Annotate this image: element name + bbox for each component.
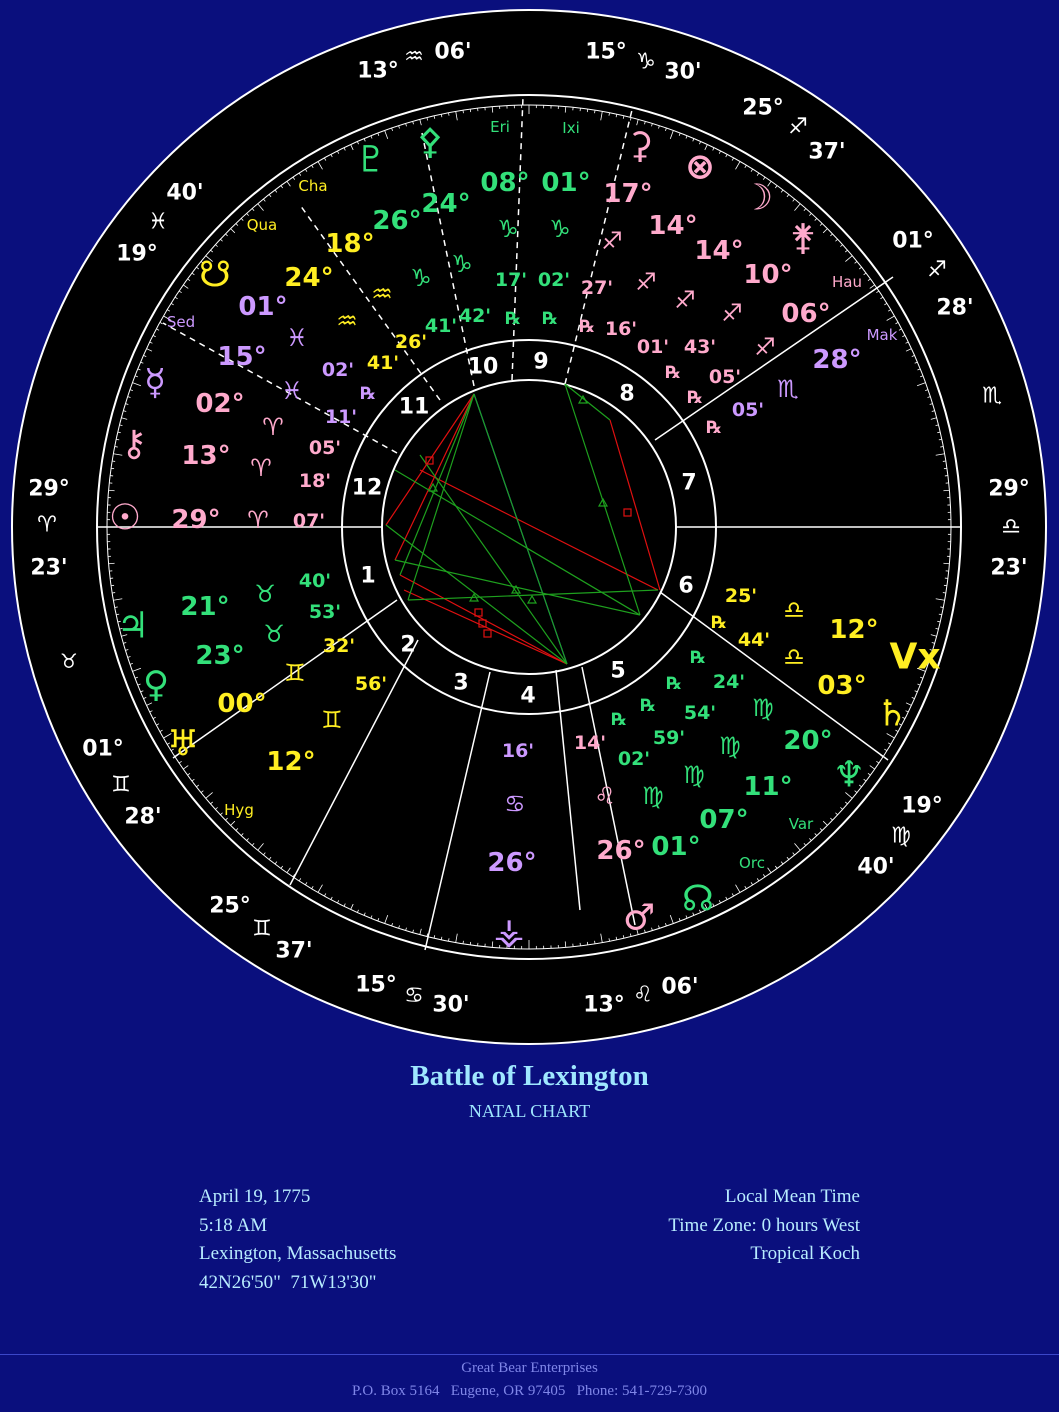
planet-sign-glyph: ♍ bbox=[752, 694, 774, 722]
planet-glyph-icon: ☿ bbox=[143, 362, 167, 404]
birth-details bbox=[199, 1183, 396, 1298]
cusp-sign-glyph: ♋ bbox=[404, 983, 424, 1009]
house-number: 10 bbox=[467, 354, 499, 380]
cusp-minute: 40' bbox=[166, 180, 204, 206]
cusp-minute: 37' bbox=[275, 938, 313, 964]
planet-sign-glyph: ♉ bbox=[254, 580, 276, 608]
cusp-sign-glyph: ♊ bbox=[111, 772, 131, 798]
planet-minute: 01' bbox=[636, 336, 670, 358]
planet-degree: 03° bbox=[817, 671, 867, 701]
planet-sign-glyph: ♌ bbox=[594, 782, 616, 810]
planet-degree: 24° bbox=[284, 263, 334, 293]
cusp-degree: 13° bbox=[583, 992, 625, 1018]
planet-sign-glyph: ♓ bbox=[286, 324, 308, 352]
degree-tick bbox=[609, 113, 610, 116]
cusp-sign-glyph: ♒ bbox=[404, 44, 424, 70]
planet-minute: 56' bbox=[354, 673, 388, 695]
planet-sign-glyph: ♐ bbox=[674, 286, 696, 314]
house-number: 1 bbox=[360, 563, 376, 589]
planet-degree: 24° bbox=[421, 189, 471, 219]
planet-minute: 16' bbox=[501, 740, 535, 762]
planet-degree: 17° bbox=[603, 179, 653, 209]
planet-sign-glyph: ♍ bbox=[642, 782, 664, 810]
time-zone-text: Time Zone: 0 hours West bbox=[668, 1214, 860, 1236]
fixed-star-label: Mak bbox=[866, 326, 898, 344]
planet-glyph-icon: ⚳ bbox=[626, 125, 654, 167]
planet-degree: 26° bbox=[372, 206, 422, 236]
cusp-degree: 19° bbox=[901, 793, 943, 819]
planet-glyph-icon: ♂ bbox=[622, 897, 656, 939]
fixed-star-label: Var bbox=[788, 815, 814, 833]
planet-degree: 20° bbox=[783, 726, 833, 756]
planet-minute: 41' bbox=[424, 315, 458, 337]
fixed-star-label: Qua bbox=[246, 216, 278, 234]
cusp-degree: 01° bbox=[892, 228, 934, 254]
retrograde-icon: ℞ bbox=[360, 384, 376, 404]
planet-sign-glyph: ♐ bbox=[601, 227, 623, 255]
chart-title: Battle of Lexington bbox=[410, 1060, 649, 1092]
house-system-text: Tropical Koch bbox=[750, 1243, 860, 1265]
house-ring-inner bbox=[382, 380, 676, 674]
planet-glyph-icon: ♃ bbox=[116, 605, 150, 647]
planet-degree: 12° bbox=[266, 747, 316, 777]
degree-tick bbox=[448, 938, 449, 941]
planet-sign-glyph: ♐ bbox=[721, 299, 743, 327]
time-text: 5:18 AM bbox=[199, 1214, 268, 1236]
planet-minute: 42' bbox=[458, 305, 492, 327]
degree-tick bbox=[940, 446, 943, 447]
planet-degree: 11° bbox=[743, 772, 793, 802]
cusp-sign-glyph: ♌ bbox=[633, 982, 653, 1008]
degree-tick bbox=[109, 490, 115, 491]
planet-glyph-icon: ☋ bbox=[199, 254, 231, 296]
planet-degree: 26° bbox=[596, 836, 646, 866]
planet-glyph-icon: ⊗ bbox=[684, 146, 716, 188]
retrograde-icon: ℞ bbox=[711, 613, 727, 633]
planet-glyph-icon: ⚷ bbox=[120, 423, 148, 465]
planet-degree: 28° bbox=[812, 345, 862, 375]
planet-degree: 26° bbox=[487, 848, 537, 878]
date-text: April 19, 1775 bbox=[199, 1186, 311, 1207]
degree-tick bbox=[565, 941, 566, 947]
planet-sign-glyph: ♒ bbox=[336, 307, 358, 335]
planet-minute: 43' bbox=[683, 336, 717, 358]
planet-minute: 02' bbox=[321, 359, 355, 381]
planet-degree: 12° bbox=[829, 615, 879, 645]
intercepted-sign-glyph: ♉ bbox=[60, 649, 78, 673]
cusp-minute: 06' bbox=[661, 974, 699, 1000]
planet-minute: 07' bbox=[292, 510, 326, 532]
planet-minute: 14' bbox=[573, 732, 607, 754]
planet-minute: 02' bbox=[617, 748, 651, 770]
planet-sign-glyph: ♉ bbox=[263, 620, 285, 648]
planet-sign-glyph: ♓ bbox=[281, 377, 303, 405]
planet-degree: 01° bbox=[238, 292, 288, 322]
planet-sign-glyph: ♈ bbox=[247, 506, 269, 534]
house-number: 12 bbox=[351, 475, 383, 501]
chart-settings bbox=[668, 1183, 860, 1269]
cusp-sign-glyph: ♐ bbox=[788, 114, 808, 140]
degree-tick bbox=[115, 446, 118, 447]
planet-minute: 17' bbox=[494, 269, 528, 291]
planet-degree: 13° bbox=[181, 441, 231, 471]
cusp-degree: 25° bbox=[209, 893, 251, 919]
cusp-minute: 40' bbox=[857, 854, 895, 880]
planet-sign-glyph: ♑ bbox=[410, 264, 432, 292]
planet-minute: 05' bbox=[708, 366, 742, 388]
house-number: 5 bbox=[610, 658, 626, 684]
retrograde-icon: ℞ bbox=[542, 309, 558, 329]
planet-sign-glyph: ♊ bbox=[284, 659, 306, 687]
degree-tick bbox=[492, 941, 493, 947]
planet-glyph-icon: ⚴ bbox=[416, 121, 444, 163]
cusp-degree: 25° bbox=[742, 95, 784, 121]
degree-tick bbox=[609, 938, 610, 941]
cusp-sign-glyph: ♐ bbox=[927, 257, 947, 283]
planet-glyph-icon: ⚵ bbox=[789, 217, 817, 259]
cusp-sign-glyph: ♑ bbox=[636, 49, 656, 75]
house-number: 7 bbox=[681, 470, 697, 496]
cusp-degree: 15° bbox=[585, 39, 627, 65]
cusp-minute: 23' bbox=[990, 555, 1028, 581]
fixed-star-label: Sed bbox=[166, 313, 196, 331]
cusp-degree: 19° bbox=[116, 241, 158, 267]
planet-degree: 06° bbox=[781, 299, 831, 329]
degree-tick bbox=[448, 113, 449, 116]
retrograde-icon: ℞ bbox=[505, 309, 521, 329]
degree-tick bbox=[109, 563, 115, 564]
planet-glyph-icon: ☽ bbox=[740, 177, 774, 219]
degree-tick bbox=[492, 107, 493, 113]
planet-glyph-icon: ☉ bbox=[108, 497, 142, 539]
cusp-minute: 06' bbox=[434, 39, 472, 65]
planet-glyph-icon: ♇ bbox=[354, 139, 388, 181]
coordinates-text: 42N26'50" 71W13'30" bbox=[199, 1272, 377, 1294]
planet-sign-glyph: ♑ bbox=[497, 215, 519, 243]
fixed-star-label: Ixi bbox=[562, 119, 580, 137]
planet-sign-glyph: ♍ bbox=[683, 761, 705, 789]
retrograde-icon: ℞ bbox=[665, 363, 681, 383]
fixed-star-label: Eri bbox=[490, 118, 510, 136]
planet-degree: 00° bbox=[217, 689, 267, 719]
house-number: 3 bbox=[453, 670, 469, 696]
planet-minute: 54' bbox=[683, 702, 717, 724]
fixed-star-label: Hau bbox=[832, 273, 862, 291]
planet-glyph-icon: ♆ bbox=[832, 754, 866, 796]
cusp-sign-glyph: ♊ bbox=[252, 916, 272, 942]
planet-minute: 40' bbox=[298, 570, 332, 592]
house-number: 11 bbox=[398, 394, 430, 420]
planet-degree: 01° bbox=[541, 168, 591, 198]
house-number: 2 bbox=[400, 632, 416, 658]
planet-sign-glyph: ♒ bbox=[371, 280, 393, 308]
planet-sign-glyph: ♊ bbox=[321, 706, 343, 734]
planet-minute: 16' bbox=[604, 318, 638, 340]
planet-sign-glyph: ♑ bbox=[549, 215, 571, 243]
cusp-sign-glyph: ♈ bbox=[37, 512, 57, 538]
planet-minute: 27' bbox=[580, 277, 614, 299]
cusp-degree: 29° bbox=[988, 476, 1030, 502]
retrograde-icon: ℞ bbox=[579, 317, 595, 337]
time-type-text: Local Mean Time bbox=[724, 1186, 860, 1207]
cusp-degree: 29° bbox=[28, 476, 70, 502]
retrograde-icon: ℞ bbox=[666, 674, 682, 694]
planet-degree: 18° bbox=[325, 229, 375, 259]
planet-minute: 05' bbox=[308, 437, 342, 459]
planet-degree: 15° bbox=[217, 342, 267, 372]
fixed-star-label: Cha bbox=[298, 177, 328, 195]
planet-degree: 14° bbox=[694, 236, 744, 266]
cusp-minute: 28' bbox=[936, 295, 974, 321]
degree-tick bbox=[943, 490, 949, 491]
house-number: 8 bbox=[619, 381, 635, 407]
cusp-minute: 30' bbox=[664, 59, 702, 85]
planet-sign-glyph: ♎ bbox=[783, 643, 805, 671]
planet-minute: 18' bbox=[298, 470, 332, 492]
footer-address: P.O. Box 5164 Eugene, OR 97405 Phone: 541-729-7300 bbox=[352, 1383, 707, 1399]
planet-minute: 26' bbox=[394, 331, 428, 353]
planet-glyph-icon: ♀ bbox=[142, 664, 170, 706]
cusp-degree: 15° bbox=[355, 972, 397, 998]
cusp-minute: 23' bbox=[30, 555, 68, 581]
degree-tick bbox=[943, 563, 949, 564]
planet-glyph-icon: Vx bbox=[889, 636, 941, 678]
degree-tick bbox=[940, 607, 943, 608]
fixed-star-label: Hyg bbox=[224, 801, 254, 819]
retrograde-icon: ℞ bbox=[690, 648, 706, 668]
intercepted-sign-glyph: ♏ bbox=[982, 383, 1002, 409]
planet-sign-glyph: ♐ bbox=[635, 268, 657, 296]
cusp-minute: 37' bbox=[808, 139, 846, 165]
planet-minute: 44' bbox=[737, 629, 771, 651]
planet-glyph-icon: ⚶ bbox=[493, 911, 525, 953]
planet-sign-glyph: ♐ bbox=[754, 333, 776, 361]
cusp-degree: 01° bbox=[82, 736, 124, 762]
planet-minute: 59' bbox=[652, 727, 686, 749]
cusp-minute: 30' bbox=[432, 992, 470, 1018]
planet-sign-glyph: ♍ bbox=[719, 732, 741, 760]
retrograde-icon: ℞ bbox=[640, 696, 656, 716]
footer-divider bbox=[0, 1354, 1059, 1355]
planet-sign-glyph: ♈ bbox=[262, 413, 284, 441]
planet-glyph-icon: ☊ bbox=[682, 878, 714, 920]
planet-degree: 08° bbox=[480, 168, 530, 198]
planet-degree: 01° bbox=[651, 832, 701, 862]
planet-sign-glyph: ♈ bbox=[250, 454, 272, 482]
cusp-sign-glyph: ♓ bbox=[148, 209, 168, 235]
retrograde-icon: ℞ bbox=[611, 710, 627, 730]
planet-sign-glyph: ♋ bbox=[504, 790, 526, 818]
house-number: 6 bbox=[678, 573, 694, 599]
planet-degree: 23° bbox=[195, 641, 245, 671]
chart-subtitle: NATAL CHART bbox=[468, 1101, 591, 1121]
planet-degree: 02° bbox=[195, 389, 245, 419]
planet-minute: 53' bbox=[308, 601, 342, 623]
house-number: 4 bbox=[520, 683, 536, 709]
planet-minute: 25' bbox=[724, 585, 758, 607]
planet-glyph-icon: ♄ bbox=[875, 693, 909, 735]
retrograde-icon: ℞ bbox=[706, 418, 722, 438]
planet-minute: 02' bbox=[537, 269, 571, 291]
footer-company: Great Bear Enterprises bbox=[461, 1360, 598, 1376]
planet-minute: 41' bbox=[366, 352, 400, 374]
planet-degree: 10° bbox=[743, 260, 793, 290]
planet-minute: 11' bbox=[324, 406, 358, 428]
planet-minute: 32' bbox=[322, 635, 356, 657]
cusp-sign-glyph: ♎ bbox=[1001, 514, 1021, 540]
cusp-sign-glyph: ♍ bbox=[891, 823, 911, 849]
planet-sign-glyph: ♏ bbox=[777, 375, 799, 403]
location-text: Lexington, Massachusetts bbox=[199, 1243, 397, 1265]
fixed-star-label: Orc bbox=[739, 854, 765, 872]
planet-glyph-icon: ♅ bbox=[166, 723, 200, 765]
planet-degree: 14° bbox=[648, 211, 698, 241]
planet-degree: 21° bbox=[180, 592, 230, 622]
planet-sign-glyph: ♑ bbox=[451, 250, 473, 278]
retrograde-icon: ℞ bbox=[687, 388, 703, 408]
planet-minute: 05' bbox=[731, 399, 765, 421]
house-number: 9 bbox=[533, 349, 549, 375]
cusp-minute: 28' bbox=[124, 804, 162, 830]
degree-tick bbox=[565, 107, 566, 113]
cusp-degree: 13° bbox=[357, 58, 399, 84]
planet-minute: 24' bbox=[712, 671, 746, 693]
planet-sign-glyph: ♎ bbox=[783, 596, 805, 624]
planet-degree: 07° bbox=[699, 805, 749, 835]
planet-degree: 29° bbox=[171, 505, 221, 535]
